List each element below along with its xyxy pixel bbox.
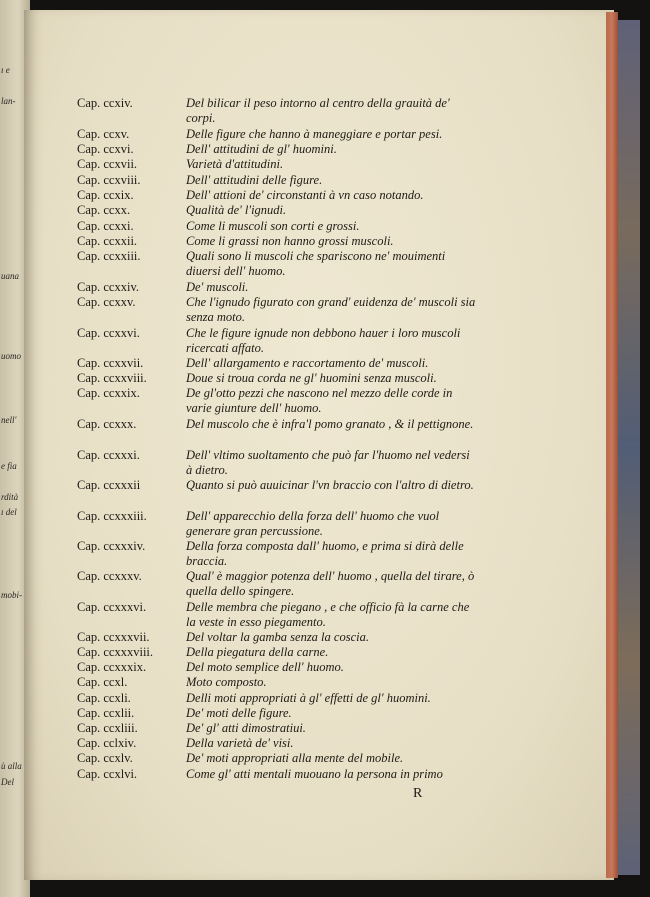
chapter-number: Cap. ccxxviii.	[77, 371, 147, 385]
chapter-number: Cap. ccxxxvii.	[77, 630, 150, 644]
left-fragment: uana	[1, 271, 19, 281]
chapter-number: Cap. ccxlii.	[77, 706, 135, 720]
chapter-title: De' moti appropriati alla mente del mobile.	[186, 751, 404, 765]
chapter-number: Cap. ccxxxviii.	[77, 645, 154, 659]
chapter-title: Della varietà de' visi.	[186, 736, 294, 750]
chapter-number: Cap. ccxxix.	[77, 386, 140, 400]
left-fragment: mobi-	[1, 590, 22, 600]
chapter-title: Della forza composta dall' huomo, e prima si dirà delle braccia.	[186, 539, 464, 568]
left-fragment: rdità	[1, 492, 19, 502]
chapter-title: Moto composto.	[186, 675, 267, 689]
chapter-title: Che l'ignudo figurato con grand' euidenza de' muscoli sia senza moto.	[186, 295, 476, 324]
chapter-number: Cap. ccxxii.	[77, 234, 138, 248]
chapter-number: Cap. ccxxxiii.	[77, 509, 147, 523]
chapter-number: Cap. ccxvi.	[77, 142, 134, 156]
chapter-title: Delli moti appropriati à gl' effetti de gl' huomini.	[186, 691, 431, 705]
chapter-title: Del muscolo che è infra'l pomo granato , & il pettignone.	[186, 417, 474, 431]
chapter-title: Dell' attioni de' circonstanti à vn caso notando.	[186, 188, 424, 202]
chapter-title: De' moti delle figure.	[186, 706, 292, 720]
left-fragment: lan-	[1, 96, 16, 106]
chapter-number: Cap. ccxxiv.	[77, 280, 140, 294]
chapter-title: Come li grassi non hanno grossi muscoli.	[186, 234, 394, 248]
chapter-title: Qualità de' l'ignudi.	[186, 203, 287, 217]
chapter-title: Del bilicar il peso intorno al centro della grauità de' corpi.	[186, 96, 450, 125]
chapter-number: Cap. ccxxvii.	[77, 356, 144, 370]
left-fragment: nell'	[1, 415, 17, 425]
left-fragment: ı e	[1, 65, 10, 75]
chapter-title: Come gl' atti mentali muouano la persona in primo	[186, 767, 443, 781]
chapter-title: Che le figure ignude non debbono hauer i loro muscoli ricercati affato.	[186, 326, 461, 355]
chapter-number: Cap. cclxiv.	[77, 736, 137, 750]
chapter-number: Cap. ccxxvi.	[77, 326, 140, 340]
chapter-title: De' muscoli.	[186, 280, 249, 294]
left-fragment: e fia	[1, 461, 17, 471]
chapter-title: Dell' attitudini de gl' huomini.	[186, 142, 337, 156]
chapter-number: Cap. ccxxxv.	[77, 569, 142, 583]
chapter-number: Cap. ccxxxiv.	[77, 539, 146, 553]
chapter-title: Del voltar la gamba senza la coscia.	[186, 630, 369, 644]
chapter-number: Cap. ccxiv.	[77, 96, 133, 110]
chapter-number: Cap. ccxli.	[77, 691, 131, 705]
chapter-number: Cap. ccxliii.	[77, 721, 138, 735]
chapter-number: Cap. ccxxiii.	[77, 249, 141, 263]
chapter-number: Cap. ccxviii.	[77, 173, 141, 187]
chapter-title: De' gl' atti dimostratiui.	[186, 721, 306, 735]
chapter-number: Cap. ccxxx.	[77, 417, 137, 431]
chapter-title: Della piegatura della carne.	[186, 645, 329, 659]
chapter-number: Cap. ccxlvi.	[77, 767, 138, 781]
chapter-title: Varietà d'attitudini.	[186, 157, 284, 171]
chapter-number: Cap. ccxxi.	[77, 219, 134, 233]
chapter-title: Doue si troua corda ne gl' huomini senza muscoli.	[186, 371, 437, 385]
chapter-title: Qual' è maggior potenza dell' huomo , quella del tirare, ò quella dello spingere.	[186, 569, 475, 598]
chapter-number: Cap. ccxlv.	[77, 751, 133, 765]
chapter-title: Delle membra che piegano , e che officio fà la carne che la veste in esso piegamento.	[186, 600, 470, 629]
chapter-number: Cap. ccxxxix.	[77, 660, 147, 674]
chapter-number: Cap. ccxxxvi.	[77, 600, 147, 614]
chapter-title: Del moto semplice dell' huomo.	[186, 660, 344, 674]
chapter-number: Cap. ccxxv.	[77, 295, 136, 309]
chapter-number: Cap. ccxxxi.	[77, 448, 140, 462]
left-fragment: uomo	[1, 351, 21, 361]
chapter-title: Dell' attitudini delle figure.	[186, 173, 323, 187]
chapter-title: Delle figure che hanno à maneggiare e portar pesi.	[186, 127, 443, 141]
chapter-title: Dell' apparecchio della forza dell' huomo che vuol generare gran percussione.	[186, 509, 440, 538]
chapter-number: Cap. ccxl.	[77, 675, 128, 689]
chapter-title: Dell' vltimo suoltamento che può far l'huomo nel vedersi à dietro.	[186, 448, 470, 477]
chapter-number: Cap. ccxix.	[77, 188, 134, 202]
signature-mark: R	[413, 786, 423, 801]
chapter-title: De gl'otto pezzi che nascono nel mezzo delle corde in varie giunture dell' huomo.	[186, 386, 453, 415]
left-fragment: ù alla	[1, 761, 22, 771]
chapter-number: Cap. ccxv.	[77, 127, 130, 141]
chapter-title: Dell' allargamento e raccortamento de' muscoli.	[186, 356, 429, 370]
chapter-number: Cap. ccxvii.	[77, 157, 138, 171]
chapter-number: Cap. ccxxxii	[77, 478, 141, 492]
chapter-number: Cap. ccxx.	[77, 203, 131, 217]
chapter-title: Come li muscoli son corti e grossi.	[186, 219, 360, 233]
chapter-title: Quali sono li muscoli che spariscono ne' mouimenti diuersi dell' huomo.	[186, 249, 446, 278]
left-fragment: Del	[1, 777, 14, 787]
left-fragment: ı del	[1, 507, 17, 517]
chapter-title: Quanto si può auuicinar l'vn braccio con l'altro di dietro.	[186, 478, 474, 492]
